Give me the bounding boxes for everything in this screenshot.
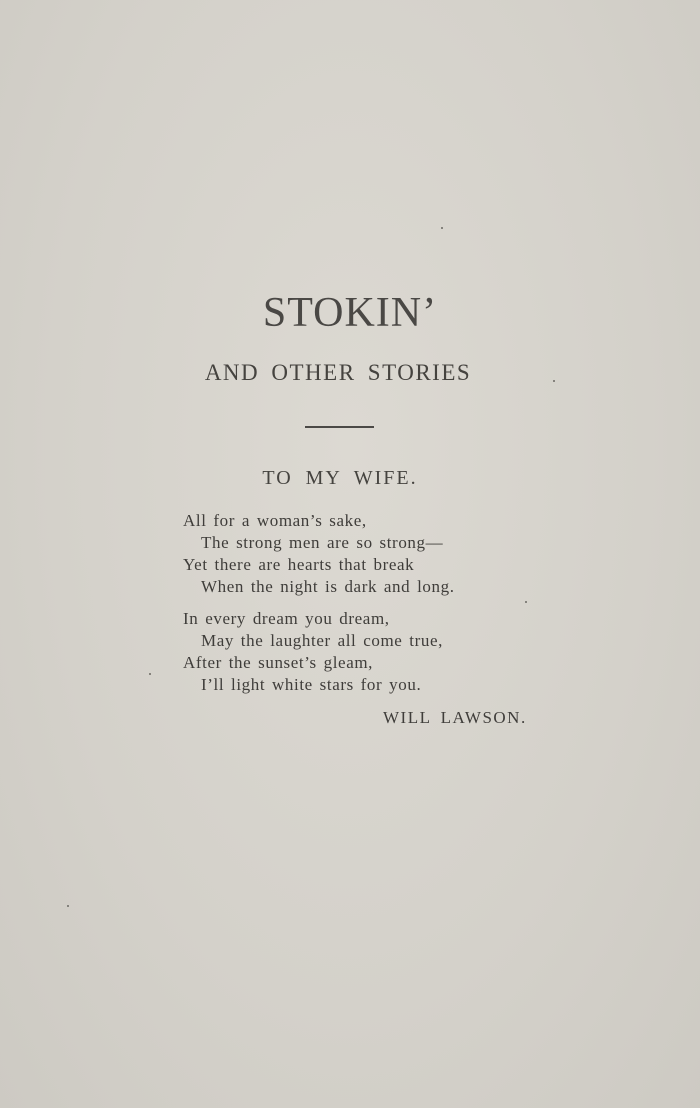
- dedication-heading: TO MY WIFE.: [262, 467, 418, 489]
- book-title: STOKIN’: [262, 290, 438, 336]
- poem-line: All for a woman’s sake,: [183, 511, 367, 530]
- paper-speck: [553, 380, 555, 382]
- poem-line: When the night is dark and long.: [201, 577, 455, 596]
- book-subtitle: AND OTHER STORIES: [204, 360, 472, 385]
- decorative-rule: [305, 426, 374, 428]
- dedication-poem: [183, 510, 563, 706]
- paper-speck: [67, 905, 69, 907]
- poem-stanza: [183, 510, 563, 598]
- paper-speck: [149, 673, 151, 675]
- poem-line: May the laughter all come true,: [201, 631, 443, 650]
- author-signature: WILL LAWSON.: [383, 708, 527, 727]
- paper-speck: [525, 601, 527, 603]
- poem-line: Yet there are hearts that break: [183, 555, 415, 574]
- poem-line: I’ll light white stars for you.: [201, 675, 422, 694]
- poem-line: In every dream you dream,: [183, 609, 390, 628]
- paper-speck: [441, 227, 443, 229]
- poem-line: After the sunset’s gleam,: [183, 653, 374, 672]
- poem-line: The strong men are so strong—: [201, 533, 444, 552]
- poem-stanza: [183, 608, 563, 696]
